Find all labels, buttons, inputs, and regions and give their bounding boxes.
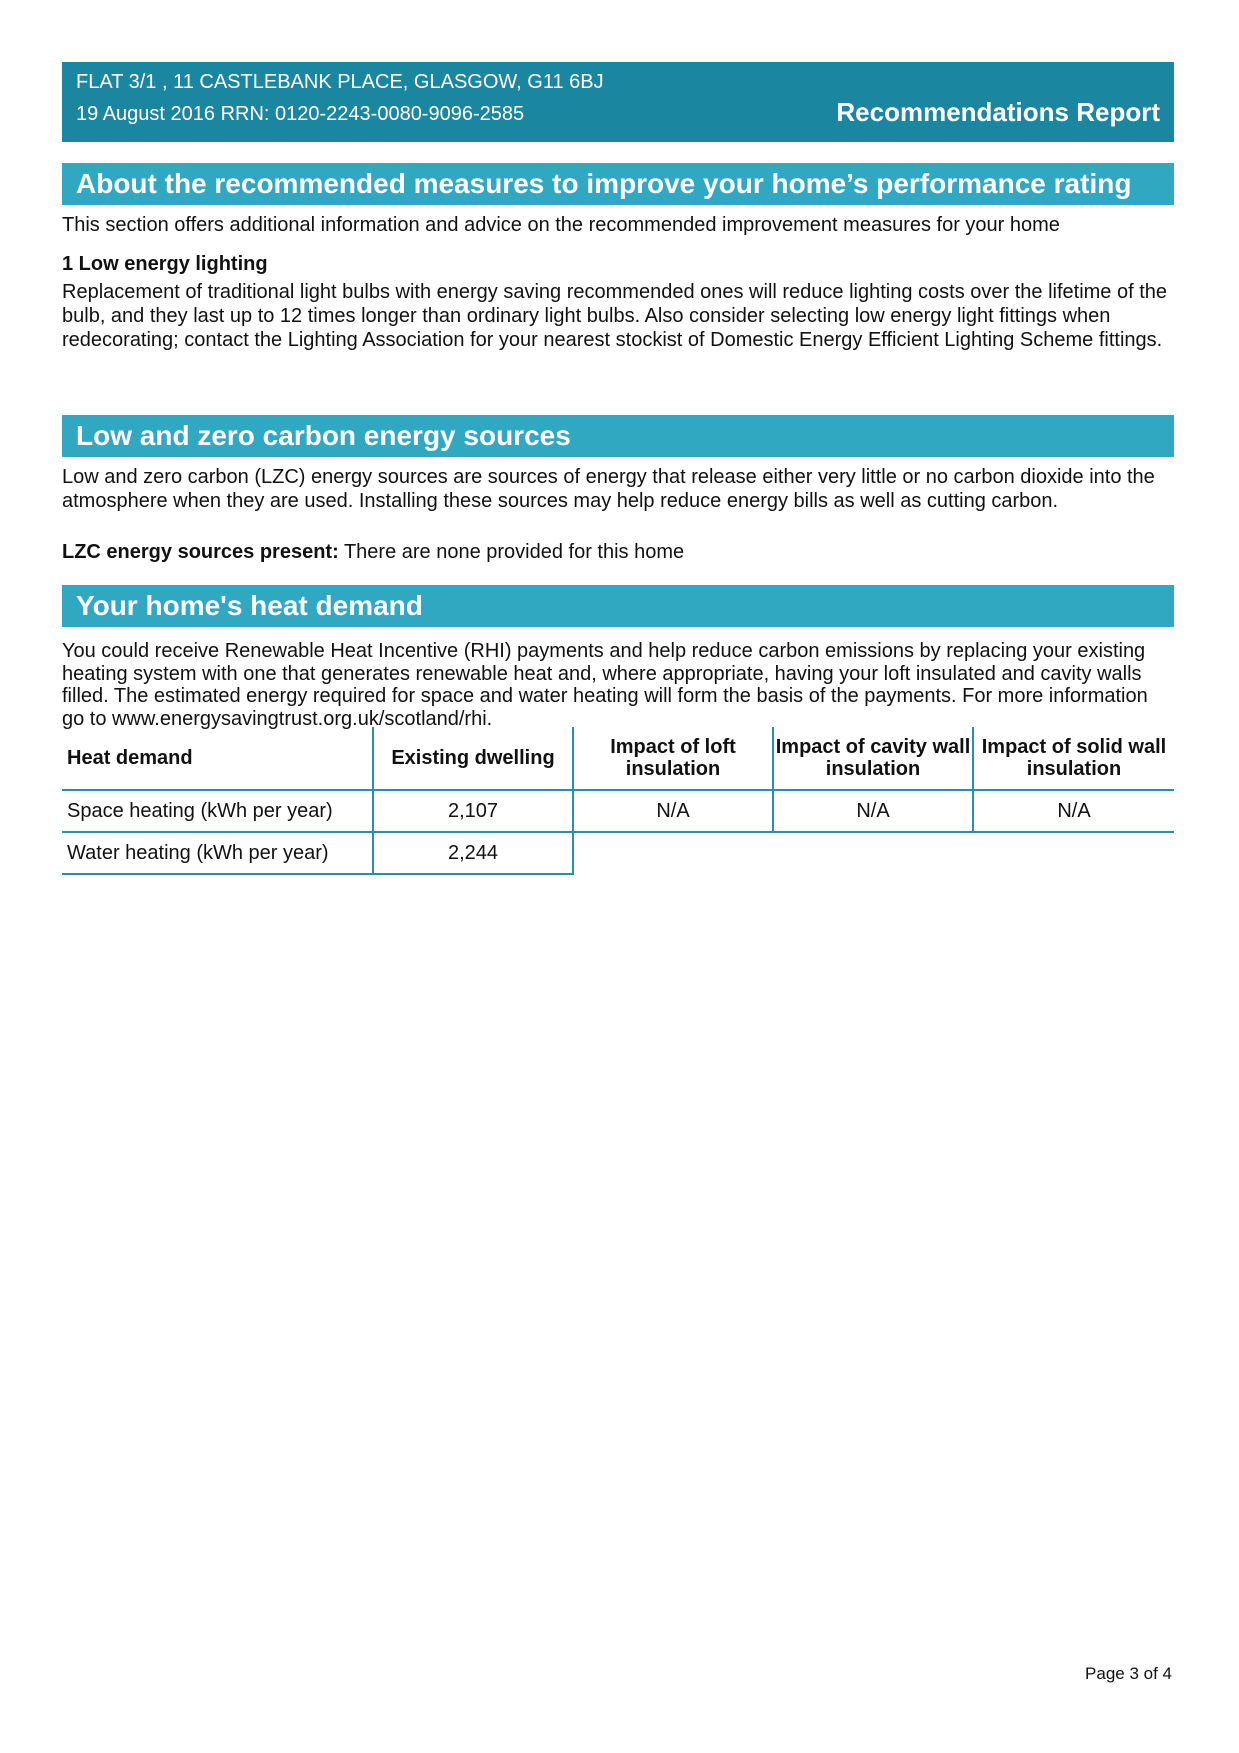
date-rrn: 19 August 2016 RRN: 0120-2243-0080-9096-2585 <box>76 103 525 125</box>
column-header: Impact of solid wall insulation <box>973 727 1174 790</box>
heat-demand-table <box>62 727 1174 875</box>
column-header: Impact of loft insulation <box>573 727 773 790</box>
lzc-present-value: There are none provided for this home <box>338 541 685 563</box>
table-cell: N/A <box>773 790 973 832</box>
column-header: Impact of cavity wall insulation <box>773 727 973 790</box>
table-cell: Water heating (kWh per year) <box>62 832 373 874</box>
measure-heading: 1 Low energy lighting <box>62 253 268 275</box>
empty-cell <box>573 832 773 874</box>
lzc-present-line <box>62 540 1174 564</box>
measure-body: Replacement of traditional light bulbs with energy saving recommended ones will reduce lighting costs over the lifetime of the bulb, and they last up to 12 times longer than ordinary light bulbs. Also consider selecting low energy light fittings when redecorating; contact the Lighting Association for your nearest stockist of Domestic Energy Efficient Lighting Scheme fittings. <box>62 281 1168 351</box>
table-cell: N/A <box>973 790 1174 832</box>
table-header-row <box>62 727 1174 790</box>
table-row <box>62 790 1174 832</box>
table-cell: N/A <box>573 790 773 832</box>
section-measures-title: About the recommended measures to improve your home’s performance rating <box>62 163 1174 205</box>
report-header <box>62 62 1174 142</box>
table-row <box>62 832 1174 874</box>
lzc-present-label: LZC energy sources present: <box>62 541 339 563</box>
section-lzc-title: Low and zero carbon energy sources <box>62 415 1174 457</box>
section-lzc-body: Low and zero carbon (LZC) energy sources are sources of energy that release either very little or no carbon dioxide into the atmosphere when they are used. Installing these sources may help reduce energy bills as well as cutting carbon. <box>62 466 1155 512</box>
table-cell: 2,244 <box>373 832 573 874</box>
table-cell: 2,107 <box>373 790 573 832</box>
section-heat-title: Your home's heat demand <box>62 585 1174 627</box>
section-measures-intro: This section offers additional information and advice on the recommended improvement measures for your home <box>62 214 1060 236</box>
property-address: FLAT 3/1 , 11 CASTLEBANK PLACE, GLASGOW, G11 6BJ <box>76 71 604 93</box>
page-number: Page 3 of 4 <box>1085 1664 1172 1683</box>
empty-cell <box>773 832 973 874</box>
table-cell: Space heating (kWh per year) <box>62 790 373 832</box>
report-title: Recommendations Report <box>836 97 1160 127</box>
section-heat-body: You could receive Renewable Heat Incentive (RHI) payments and help reduce carbon emissions by replacing your existing heating system with one that generates renewable heat and, where appropriate, having your loft insulated and cavity walls filled. The estimated energy required for space and water heating will form the basis of the payments. For more information go to www.energysavingtrust.org.uk/scotland/rhi. <box>62 640 1148 730</box>
column-header: Heat demand <box>62 727 373 790</box>
column-header: Existing dwelling <box>373 727 573 790</box>
empty-cell <box>973 832 1174 874</box>
